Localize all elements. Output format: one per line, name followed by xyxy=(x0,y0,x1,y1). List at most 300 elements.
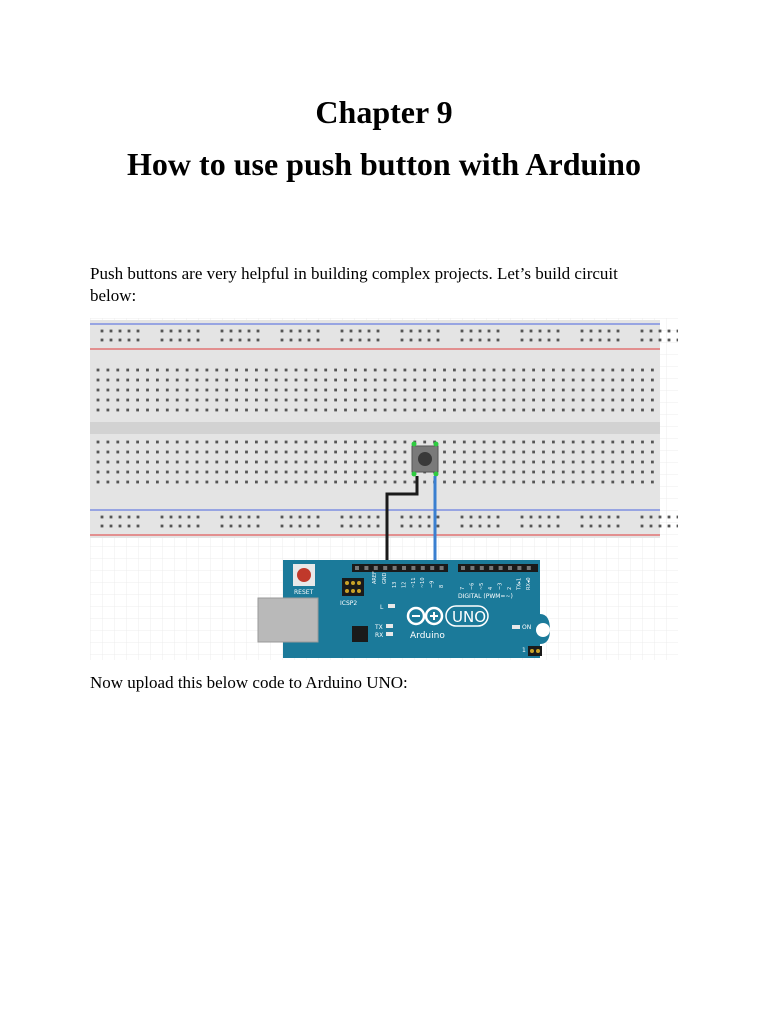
breadboard-hole xyxy=(488,330,491,333)
breadboard-hole xyxy=(188,525,191,528)
pin-label: 8 xyxy=(439,584,445,588)
breadboard-hole xyxy=(463,441,466,444)
breadboard-hole xyxy=(453,441,456,444)
breadboard-hole xyxy=(512,451,515,454)
breadboard-hole xyxy=(255,389,258,392)
breadboard-hole xyxy=(384,379,387,382)
breadboard-hole xyxy=(101,525,104,528)
breadboard-hole xyxy=(651,409,654,412)
gnd-label: GND xyxy=(382,572,388,584)
pin-label: 2 xyxy=(507,586,513,590)
breadboard-hole xyxy=(621,481,624,484)
header-pin xyxy=(421,566,425,570)
breadboard-hole xyxy=(176,471,179,474)
breadboard-hole xyxy=(136,471,139,474)
breadboard-hole xyxy=(137,339,140,342)
breadboard-hole xyxy=(196,389,199,392)
breadboard-hole xyxy=(290,525,293,528)
breadboard-hole xyxy=(463,481,466,484)
breadboard-hole xyxy=(334,441,337,444)
breadboard-hole xyxy=(290,330,293,333)
breadboard-hole xyxy=(404,379,407,382)
breadboard-hole xyxy=(248,330,251,333)
breadboard-hole xyxy=(255,379,258,382)
breadboard-hole xyxy=(179,516,182,519)
breadboard-hole xyxy=(608,525,611,528)
breadboard-hole xyxy=(314,481,317,484)
breadboard-hole xyxy=(359,330,362,333)
breadboard-hole xyxy=(281,525,284,528)
pin-label: TX▸1 xyxy=(516,577,523,590)
breadboard-hole xyxy=(324,451,327,454)
breadboard-hole xyxy=(364,461,367,464)
breadboard-hole xyxy=(136,409,139,412)
breadboard-hole xyxy=(97,369,100,372)
breadboard-hole xyxy=(562,369,565,372)
breadboard-hole xyxy=(265,379,268,382)
breadboard-hole xyxy=(493,409,496,412)
breadboard-hole xyxy=(146,399,149,402)
breadboard-hole xyxy=(314,409,317,412)
breadboard-hole xyxy=(215,379,218,382)
breadboard-hole xyxy=(196,409,199,412)
breadboard-hole xyxy=(299,525,302,528)
breadboard-hole xyxy=(493,451,496,454)
breadboard-hole xyxy=(532,399,535,402)
breadboard-hole xyxy=(608,516,611,519)
breadboard-hole xyxy=(659,525,662,528)
breadboard-hole xyxy=(463,461,466,464)
breadboard-hole xyxy=(334,379,337,382)
breadboard-hole xyxy=(344,379,347,382)
header-pin xyxy=(461,566,465,570)
breadboard-hole xyxy=(479,339,482,342)
breadboard-hole xyxy=(562,461,565,464)
breadboard-hole xyxy=(354,379,357,382)
breadboard-hole xyxy=(512,369,515,372)
breadboard-hole xyxy=(651,379,654,382)
breadboard-hole xyxy=(206,471,209,474)
breadboard-hole xyxy=(394,409,397,412)
header-pin xyxy=(402,566,406,570)
breadboard-hole xyxy=(156,441,159,444)
breadboard-hole xyxy=(110,339,113,342)
breadboard-hole xyxy=(126,441,129,444)
breadboard-hole xyxy=(334,399,337,402)
breadboard-hole xyxy=(631,389,634,392)
breadboard-hole xyxy=(344,481,347,484)
breadboard-hole xyxy=(512,481,515,484)
breadboard-hole xyxy=(602,379,605,382)
breadboard-hole xyxy=(433,399,436,402)
breadboard-hole xyxy=(324,399,327,402)
breadboard-hole xyxy=(186,451,189,454)
breadboard-hole xyxy=(453,471,456,474)
breadboard-hole xyxy=(116,471,119,474)
breadboard-hole xyxy=(592,379,595,382)
breadboard-hole xyxy=(116,379,119,382)
breadboard-hole xyxy=(503,379,506,382)
pin-label: ~5 xyxy=(478,582,485,590)
breadboard-hole xyxy=(341,339,344,342)
breadboard-hole xyxy=(394,399,397,402)
breadboard-hole xyxy=(631,441,634,444)
breadboard-hole xyxy=(433,409,436,412)
breadboard-hole xyxy=(215,399,218,402)
breadboard-hole xyxy=(255,409,258,412)
digital-label: DIGITAL (PWM=~) xyxy=(458,593,513,600)
breadboard-hole xyxy=(419,516,422,519)
breadboard-hole xyxy=(285,481,288,484)
breadboard-hole xyxy=(344,441,347,444)
breadboard-hole xyxy=(255,399,258,402)
breadboard-hole xyxy=(364,441,367,444)
breadboard-hole xyxy=(176,481,179,484)
breadboard-hole xyxy=(384,451,387,454)
breadboard-hole xyxy=(394,379,397,382)
breadboard-hole xyxy=(542,409,545,412)
breadboard-hole xyxy=(493,441,496,444)
breadboard-hole xyxy=(196,379,199,382)
breadboard-hole xyxy=(354,389,357,392)
breadboard-hole xyxy=(532,441,535,444)
breadboard-hole xyxy=(97,481,100,484)
breadboard-hole xyxy=(394,471,397,474)
breadboard-hole xyxy=(488,339,491,342)
breadboard-hole xyxy=(156,451,159,454)
breadboard-hole xyxy=(230,339,233,342)
breadboard-hole xyxy=(562,441,565,444)
breadboard-hole xyxy=(245,451,248,454)
breadboard-hole xyxy=(611,399,614,402)
breadboard-hole xyxy=(461,525,464,528)
breadboard-hole xyxy=(602,369,605,372)
breadboard-hole xyxy=(126,399,129,402)
breadboard-hole xyxy=(374,369,377,372)
breadboard-hole xyxy=(512,399,515,402)
breadboard-hole xyxy=(437,516,440,519)
breadboard-hole xyxy=(394,481,397,484)
breadboard-hole xyxy=(602,441,605,444)
breadboard-hole xyxy=(394,461,397,464)
breadboard-hole xyxy=(235,399,238,402)
breadboard-hole xyxy=(493,471,496,474)
breadboard-hole xyxy=(305,441,308,444)
breadboard-hole xyxy=(641,525,644,528)
breadboard-hole xyxy=(265,471,268,474)
breadboard-hole xyxy=(493,379,496,382)
breadboard-hole xyxy=(443,369,446,372)
breadboard-hole xyxy=(176,441,179,444)
breadboard-hole xyxy=(275,399,278,402)
breadboard-hole xyxy=(107,389,110,392)
breadboard-hole xyxy=(116,451,119,454)
rx-led xyxy=(386,632,393,636)
breadboard-hole xyxy=(621,379,624,382)
breadboard-hole xyxy=(557,330,560,333)
breadboard-hole xyxy=(532,379,535,382)
breadboard-hole xyxy=(314,461,317,464)
breadboard-hole xyxy=(101,330,104,333)
breadboard-hole xyxy=(275,409,278,412)
breadboard-hole xyxy=(126,369,129,372)
breadboard-hole xyxy=(521,339,524,342)
breadboard-hole xyxy=(443,471,446,474)
breadboard-hole xyxy=(116,389,119,392)
breadboard-hole xyxy=(350,525,353,528)
breadboard-hole xyxy=(443,441,446,444)
breadboard-hole xyxy=(512,379,515,382)
breadboard-hole xyxy=(443,389,446,392)
header-pin xyxy=(374,566,378,570)
breadboard-hole xyxy=(522,409,525,412)
breadboard-hole xyxy=(453,399,456,402)
upload-paragraph: Now upload this below code to Arduino UNO: xyxy=(90,673,408,692)
breadboard-hole xyxy=(413,379,416,382)
breadboard-hole xyxy=(350,516,353,519)
breadboard-hole xyxy=(107,461,110,464)
breadboard-hole xyxy=(461,339,464,342)
breadboard-hole xyxy=(461,330,464,333)
breadboard-hole xyxy=(443,379,446,382)
breadboard-hole xyxy=(641,379,644,382)
breadboard-hole xyxy=(503,461,506,464)
breadboard-hole xyxy=(384,409,387,412)
breadboard-hole xyxy=(225,389,228,392)
breadboard-hole xyxy=(275,389,278,392)
breadboard-hole xyxy=(235,441,238,444)
breadboard-hole xyxy=(354,409,357,412)
breadboard-hole xyxy=(136,379,139,382)
breadboard-hole xyxy=(146,379,149,382)
breadboard-hole xyxy=(97,409,100,412)
breadboard-hole xyxy=(314,379,317,382)
breadboard-hole xyxy=(295,369,298,372)
breadboard-hole xyxy=(497,525,500,528)
breadboard-hole xyxy=(186,399,189,402)
breadboard-hole xyxy=(473,441,476,444)
breadboard-hole xyxy=(453,369,456,372)
breadboard-hole xyxy=(521,525,524,528)
breadboard-hole xyxy=(641,516,644,519)
breadboard-hole xyxy=(590,330,593,333)
breadboard-hole xyxy=(245,369,248,372)
breadboard-hole xyxy=(572,409,575,412)
breadboard-hole xyxy=(107,399,110,402)
breadboard-hole xyxy=(215,471,218,474)
breadboard-hole xyxy=(433,389,436,392)
tx-label: TX xyxy=(375,624,383,631)
breadboard-hole xyxy=(463,409,466,412)
breadboard-hole xyxy=(453,481,456,484)
pin-label: ~11 xyxy=(410,577,417,588)
breadboard-hole xyxy=(542,379,545,382)
breadboard-hole xyxy=(126,451,129,454)
breadboard-hole xyxy=(245,471,248,474)
breadboard-hole xyxy=(119,516,122,519)
breadboard-hole xyxy=(621,399,624,402)
breadboard-hole xyxy=(374,471,377,474)
breadboard-hole xyxy=(539,525,542,528)
breadboard-hole xyxy=(374,451,377,454)
one-label: 1 xyxy=(522,647,526,654)
breadboard-hole xyxy=(170,516,173,519)
breadboard-hole xyxy=(166,379,169,382)
breadboard-hole xyxy=(410,525,413,528)
breadboard-hole xyxy=(401,339,404,342)
breadboard-hole xyxy=(582,399,585,402)
breadboard-hole xyxy=(539,330,542,333)
breadboard-hole xyxy=(582,369,585,372)
breadboard-hole xyxy=(196,441,199,444)
breadboard-hole xyxy=(116,461,119,464)
breadboard-hole xyxy=(221,525,224,528)
breadboard-hole xyxy=(239,516,242,519)
breadboard-hole xyxy=(479,330,482,333)
breadboard-hole xyxy=(539,339,542,342)
breadboard-hole xyxy=(230,330,233,333)
breadboard-hole xyxy=(384,471,387,474)
breadboard-hole xyxy=(497,516,500,519)
breadboard-hole xyxy=(497,330,500,333)
breadboard-hole xyxy=(170,525,173,528)
tx-led xyxy=(386,624,393,628)
breadboard-hole xyxy=(548,330,551,333)
breadboard-hole xyxy=(503,389,506,392)
breadboard-hole xyxy=(677,516,678,519)
breadboard-hole xyxy=(235,461,238,464)
header-pin xyxy=(393,566,397,570)
breadboard-hole xyxy=(641,330,644,333)
breadboard-hole xyxy=(285,409,288,412)
pin-label: ~9 xyxy=(429,580,436,588)
breadboard-hole xyxy=(532,409,535,412)
breadboard-hole xyxy=(350,339,353,342)
breadboard-hole xyxy=(493,481,496,484)
breadboard-hole xyxy=(368,330,371,333)
breadboard-hole xyxy=(206,399,209,402)
breadboard-hole xyxy=(245,389,248,392)
breadboard-hole xyxy=(206,379,209,382)
breadboard-hole xyxy=(611,451,614,454)
breadboard-hole xyxy=(572,461,575,464)
breadboard-hole xyxy=(179,339,182,342)
breadboard-hole xyxy=(582,389,585,392)
breadboard-hole xyxy=(483,451,486,454)
breadboard-hole xyxy=(176,369,179,372)
breadboard-hole xyxy=(401,330,404,333)
breadboard-hole xyxy=(305,369,308,372)
breadboard-hole xyxy=(611,441,614,444)
breadboard-hole xyxy=(295,451,298,454)
breadboard-hole xyxy=(225,379,228,382)
header-pin xyxy=(470,566,474,570)
breadboard-hole xyxy=(285,451,288,454)
breadboard-hole xyxy=(377,330,380,333)
breadboard-hole xyxy=(197,525,200,528)
breadboard-hole xyxy=(295,399,298,402)
breadboard-hole xyxy=(650,330,653,333)
header-pin xyxy=(440,566,444,570)
breadboard-hole xyxy=(265,389,268,392)
breadboard-hole xyxy=(404,369,407,372)
breadboard-hole xyxy=(166,481,169,484)
breadboard-hole xyxy=(621,389,624,392)
breadboard-hole xyxy=(275,471,278,474)
breadboard-hole xyxy=(503,409,506,412)
breadboard-hole xyxy=(461,516,464,519)
breadboard-hole xyxy=(572,471,575,474)
breadboard-hole xyxy=(126,481,129,484)
breadboard-hole xyxy=(592,441,595,444)
breadboard-hole xyxy=(677,525,678,528)
breadboard-hole xyxy=(350,330,353,333)
breadboard-hole xyxy=(542,481,545,484)
breadboard-hole xyxy=(308,525,311,528)
breadboard-hole xyxy=(368,516,371,519)
breadboard-hole xyxy=(641,471,644,474)
breadboard-hole xyxy=(503,471,506,474)
breadboard-hole xyxy=(374,399,377,402)
breadboard-hole xyxy=(651,451,654,454)
breadboard-hole xyxy=(215,481,218,484)
breadboard-hole xyxy=(611,369,614,372)
breadboard-hole xyxy=(235,369,238,372)
breadboard-hole xyxy=(572,369,575,372)
breadboard-hole xyxy=(582,461,585,464)
breadboard-hole xyxy=(532,481,535,484)
breadboard-hole xyxy=(97,379,100,382)
breadboard-hole xyxy=(245,481,248,484)
breadboard-hole xyxy=(265,441,268,444)
breadboard-hole xyxy=(512,461,515,464)
breadboard-hole xyxy=(488,525,491,528)
breadboard-hole xyxy=(359,339,362,342)
breadboard-hole xyxy=(295,471,298,474)
breadboard-hole xyxy=(532,369,535,372)
breadboard-hole xyxy=(239,330,242,333)
breadboard-hole xyxy=(221,330,224,333)
breadboard-hole xyxy=(473,409,476,412)
header-pin xyxy=(480,566,484,570)
breadboard-hole xyxy=(305,481,308,484)
breadboard-hole xyxy=(562,471,565,474)
breadboard-hole xyxy=(317,516,320,519)
breadboard-hole xyxy=(602,451,605,454)
breadboard-hole xyxy=(384,369,387,372)
breadboard-hole xyxy=(483,481,486,484)
breadboard-hole xyxy=(617,339,620,342)
breadboard-hole xyxy=(384,389,387,392)
breadboard-hole xyxy=(557,339,560,342)
breadboard-hole xyxy=(650,339,653,342)
breadboard-hole xyxy=(215,369,218,372)
breadboard-hole xyxy=(413,389,416,392)
breadboard-hole xyxy=(651,461,654,464)
breadboard-hole xyxy=(443,409,446,412)
breadboard-hole xyxy=(235,409,238,412)
breadboard-hole xyxy=(497,339,500,342)
breadboard-hole xyxy=(530,525,533,528)
breadboard-hole xyxy=(617,516,620,519)
breadboard-hole xyxy=(592,461,595,464)
breadboard-hole xyxy=(473,451,476,454)
breadboard-hole xyxy=(97,441,100,444)
breadboard-hole xyxy=(473,389,476,392)
breadboard-hole xyxy=(521,330,524,333)
chapter-number: Chapter 9 xyxy=(315,94,453,130)
breadboard-hole xyxy=(166,471,169,474)
